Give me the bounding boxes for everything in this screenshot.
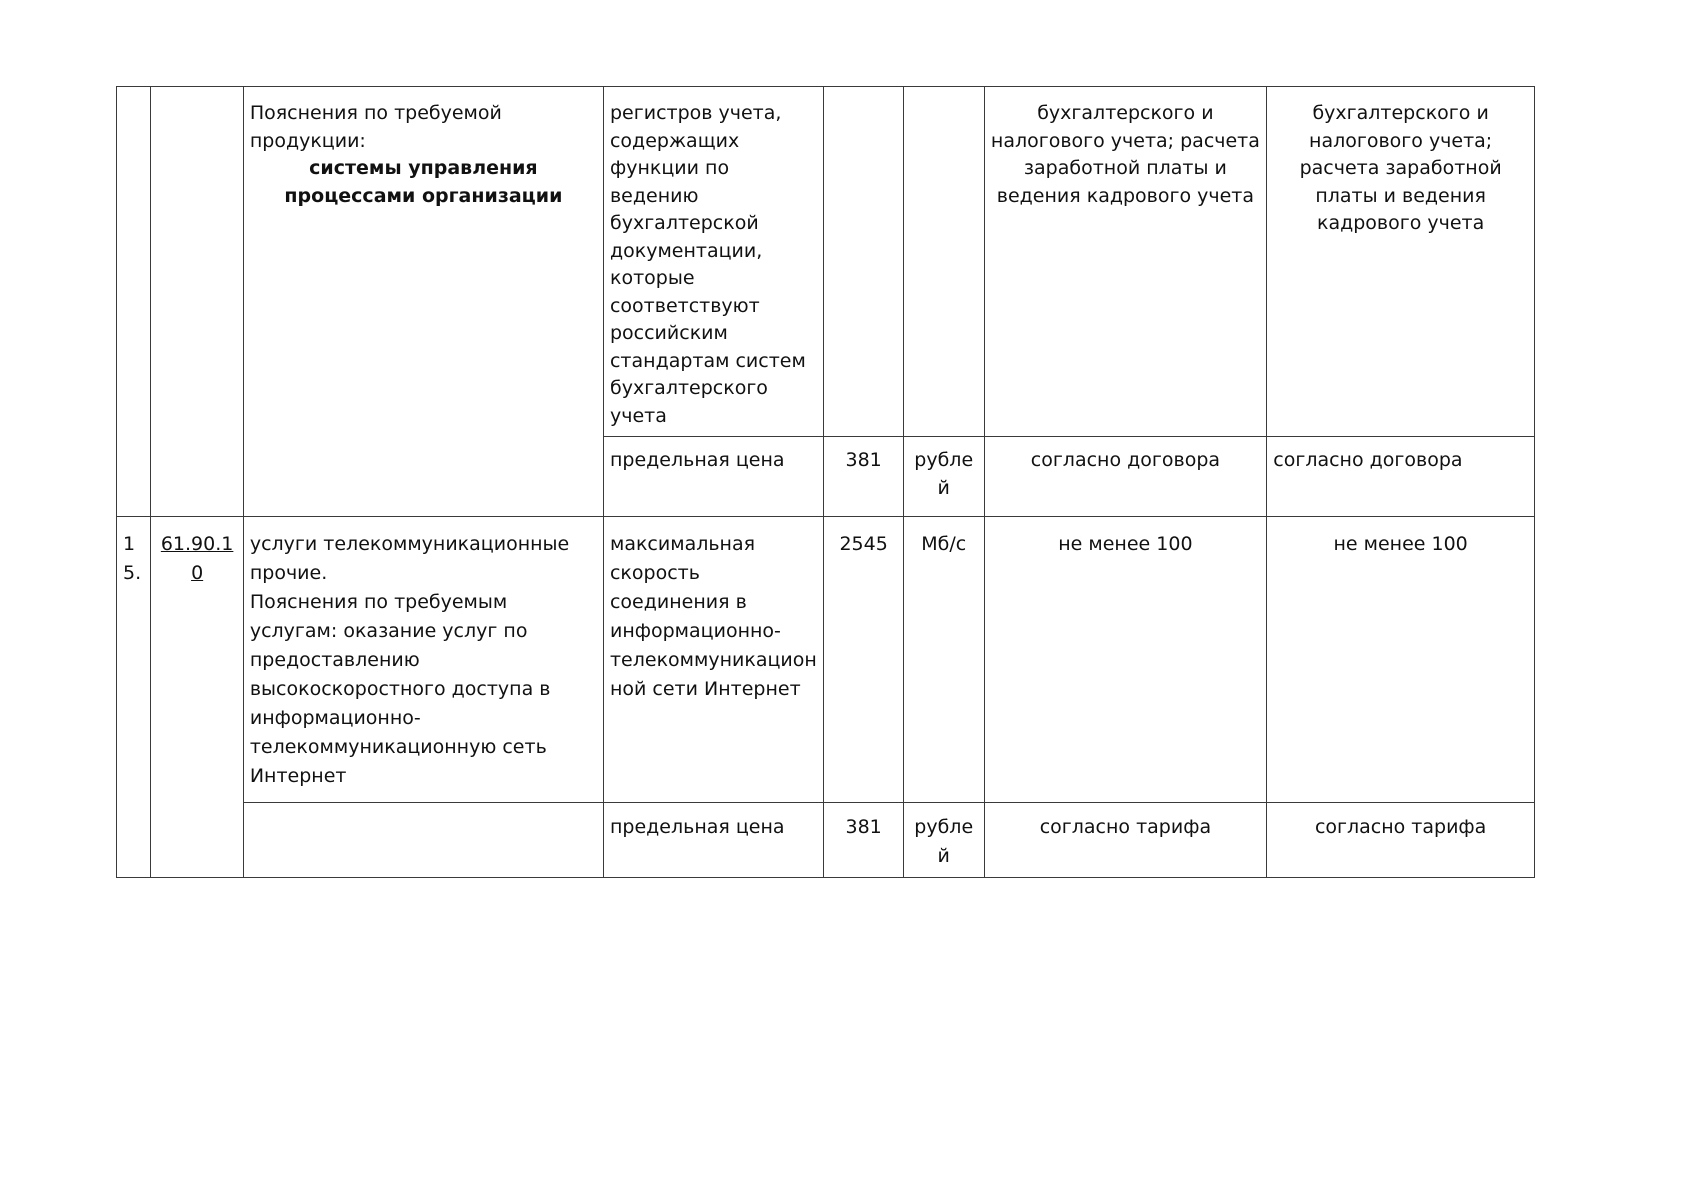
value-main-cell: согласно тарифа	[984, 803, 1267, 878]
product-description-cell	[243, 803, 603, 878]
characteristic-cell: регистров учета, содержащих функции по ведению бухгалтерской документации, которые соответствуют российским стандартам систем бухгалтерского учета	[603, 87, 823, 437]
unit-cell: Мб/с	[903, 517, 984, 803]
okei-code-cell: 2545	[824, 517, 904, 803]
okei-code-cell: 381	[824, 437, 904, 517]
requirements-table	[116, 86, 1535, 878]
description-note: Пояснения по требуемым услугам: оказание услуг по предоставлению высокоскоростного доступа в информационно-телекоммуникационную сеть Интернет	[249, 591, 551, 787]
okei-code-cell	[824, 87, 904, 437]
product-description-cell	[243, 517, 603, 803]
description-bold: системы управления процессами организации	[284, 157, 563, 207]
row-number-cell	[117, 87, 151, 517]
value-org-cell: не менее 100	[1267, 517, 1535, 803]
okpd-code-cell[interactable]	[151, 517, 243, 878]
product-description-cell	[243, 87, 603, 517]
unit-cell: рублей	[903, 437, 984, 517]
value-org-cell: согласно договора	[1267, 437, 1535, 517]
description-intro: Пояснения по требуемой продукции:	[249, 102, 502, 152]
table-row	[117, 87, 1535, 437]
okpd-code-link[interactable]: 61.90.10	[160, 533, 234, 584]
table-row	[117, 803, 1535, 878]
characteristic-cell: предельная цена	[603, 437, 823, 517]
okei-code-cell: 381	[824, 803, 904, 878]
value-main-cell: бухгалтерского и налогового учета; расчета заработной платы и ведения кадрового учета	[984, 87, 1267, 437]
value-org-cell: согласно тарифа	[1267, 803, 1535, 878]
unit-cell	[903, 87, 984, 437]
characteristic-cell: максимальная скорость соединения в информационно-телекоммуникационной сети Интернет	[603, 517, 823, 803]
characteristic-cell: предельная цена	[603, 803, 823, 878]
value-org-cell: бухгалтерского и налогового учета; расчета заработной платы и ведения кадрового учета	[1267, 87, 1535, 437]
value-main-cell: согласно договора	[984, 437, 1267, 517]
description-text: услуги телекоммуникационные прочие.	[249, 533, 570, 584]
value-main-cell: не менее 100	[984, 517, 1267, 803]
table-row	[117, 517, 1535, 803]
okpd-code-cell	[151, 87, 243, 517]
row-number-cell: 15.	[117, 517, 151, 878]
unit-cell: рублей	[903, 803, 984, 878]
